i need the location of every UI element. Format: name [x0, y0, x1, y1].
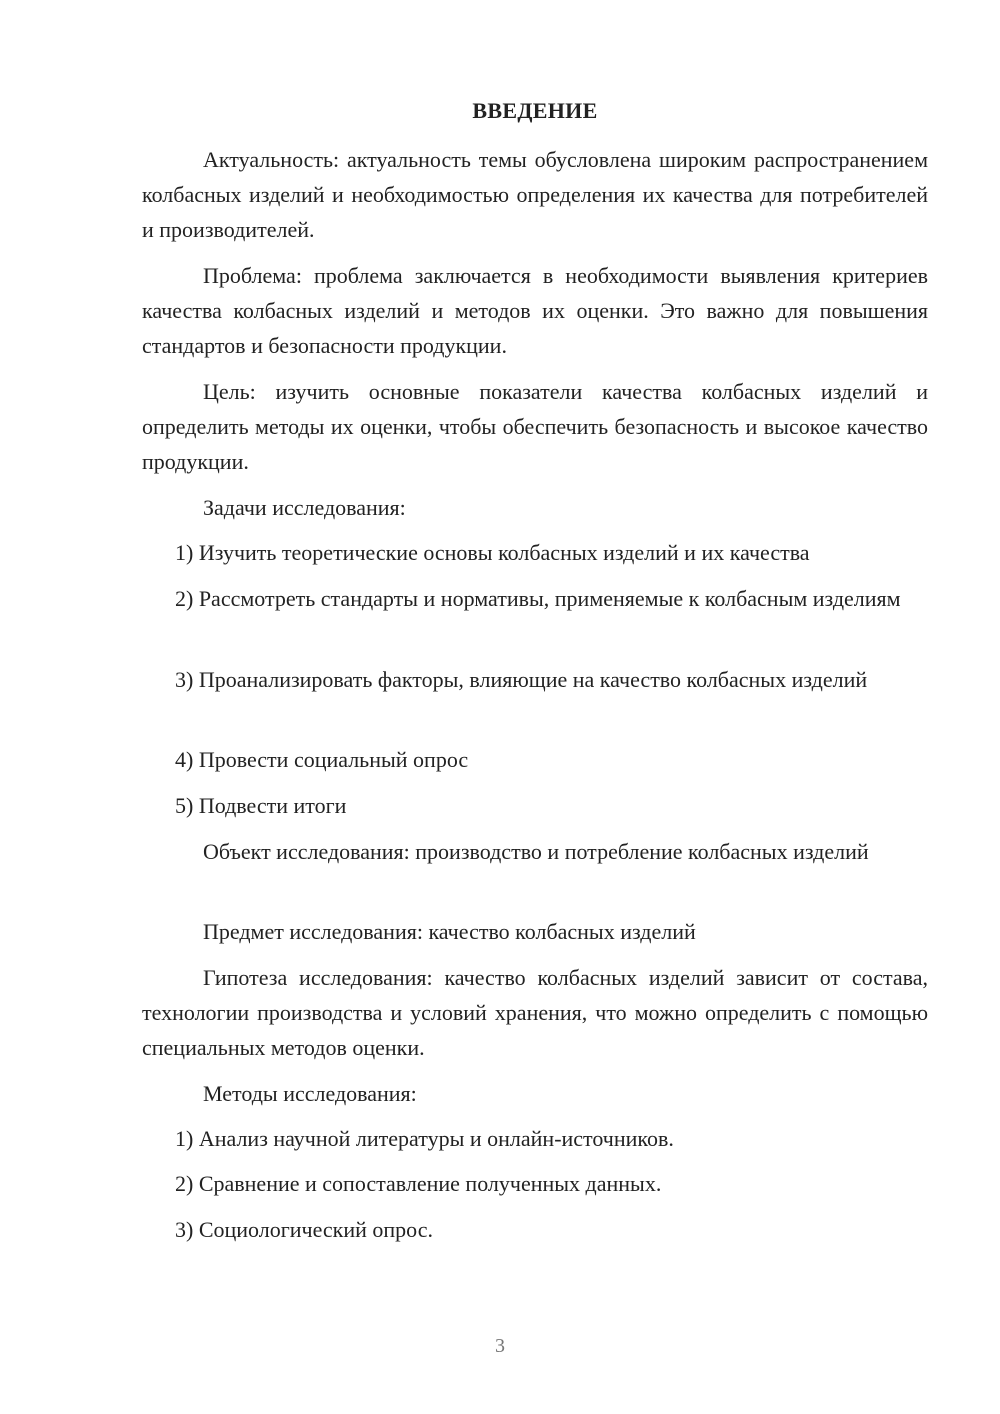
methods-title: Методы исследования:	[203, 1081, 417, 1106]
page-number: 3	[495, 1335, 505, 1357]
tasks-title: Задачи исследования:	[203, 495, 406, 520]
relevance-paragraph: Актуальность: актуальность темы обусловлена широким распространением колбасных изделий и необходимостью определения их качества для потребителей и производителей.	[142, 147, 928, 242]
method-item-1: 1) Анализ научной литературы и онлайн-источников.	[175, 1126, 674, 1151]
goal-paragraph: Цель: изучить основные показатели качества колбасных изделий и определить методы их оценки, чтобы обеспечить безопасность и высокое качество продукции.	[142, 379, 928, 474]
task-item-3: 3) Проанализировать факторы, влияющие на качество колбасных изделий	[175, 667, 868, 692]
problem-paragraph: Проблема: проблема заключается в необходимости выявления критериев качества колбасных изделий и методов их оценки. Это важно для повышения стандартов и безопасности продукции.	[142, 263, 928, 358]
object-paragraph: Объект исследования: производство и потребление колбасных изделий	[203, 839, 869, 864]
task-item-5: 5) Подвести итоги	[175, 793, 347, 818]
method-item-3: 3) Социологический опрос.	[175, 1217, 433, 1242]
task-item-2: 2) Рассмотреть стандарты и нормативы, применяемые к колбасным изделиям	[175, 586, 901, 611]
section-heading: ВВЕДЕНИЕ	[472, 98, 598, 123]
hypothesis-paragraph: Гипотеза исследования: качество колбасных изделий зависит от состава, технологии производства и условий хранения, что можно определить с помощью специальных методов оценки.	[142, 965, 928, 1060]
method-item-2: 2) Сравнение и сопоставление полученных данных.	[175, 1171, 662, 1196]
subject-paragraph: Предмет исследования: качество колбасных изделий	[203, 919, 696, 944]
task-item-4: 4) Провести социальный опрос	[175, 747, 469, 772]
task-item-1: 1) Изучить теоретические основы колбасных изделий и их качества	[175, 540, 810, 565]
